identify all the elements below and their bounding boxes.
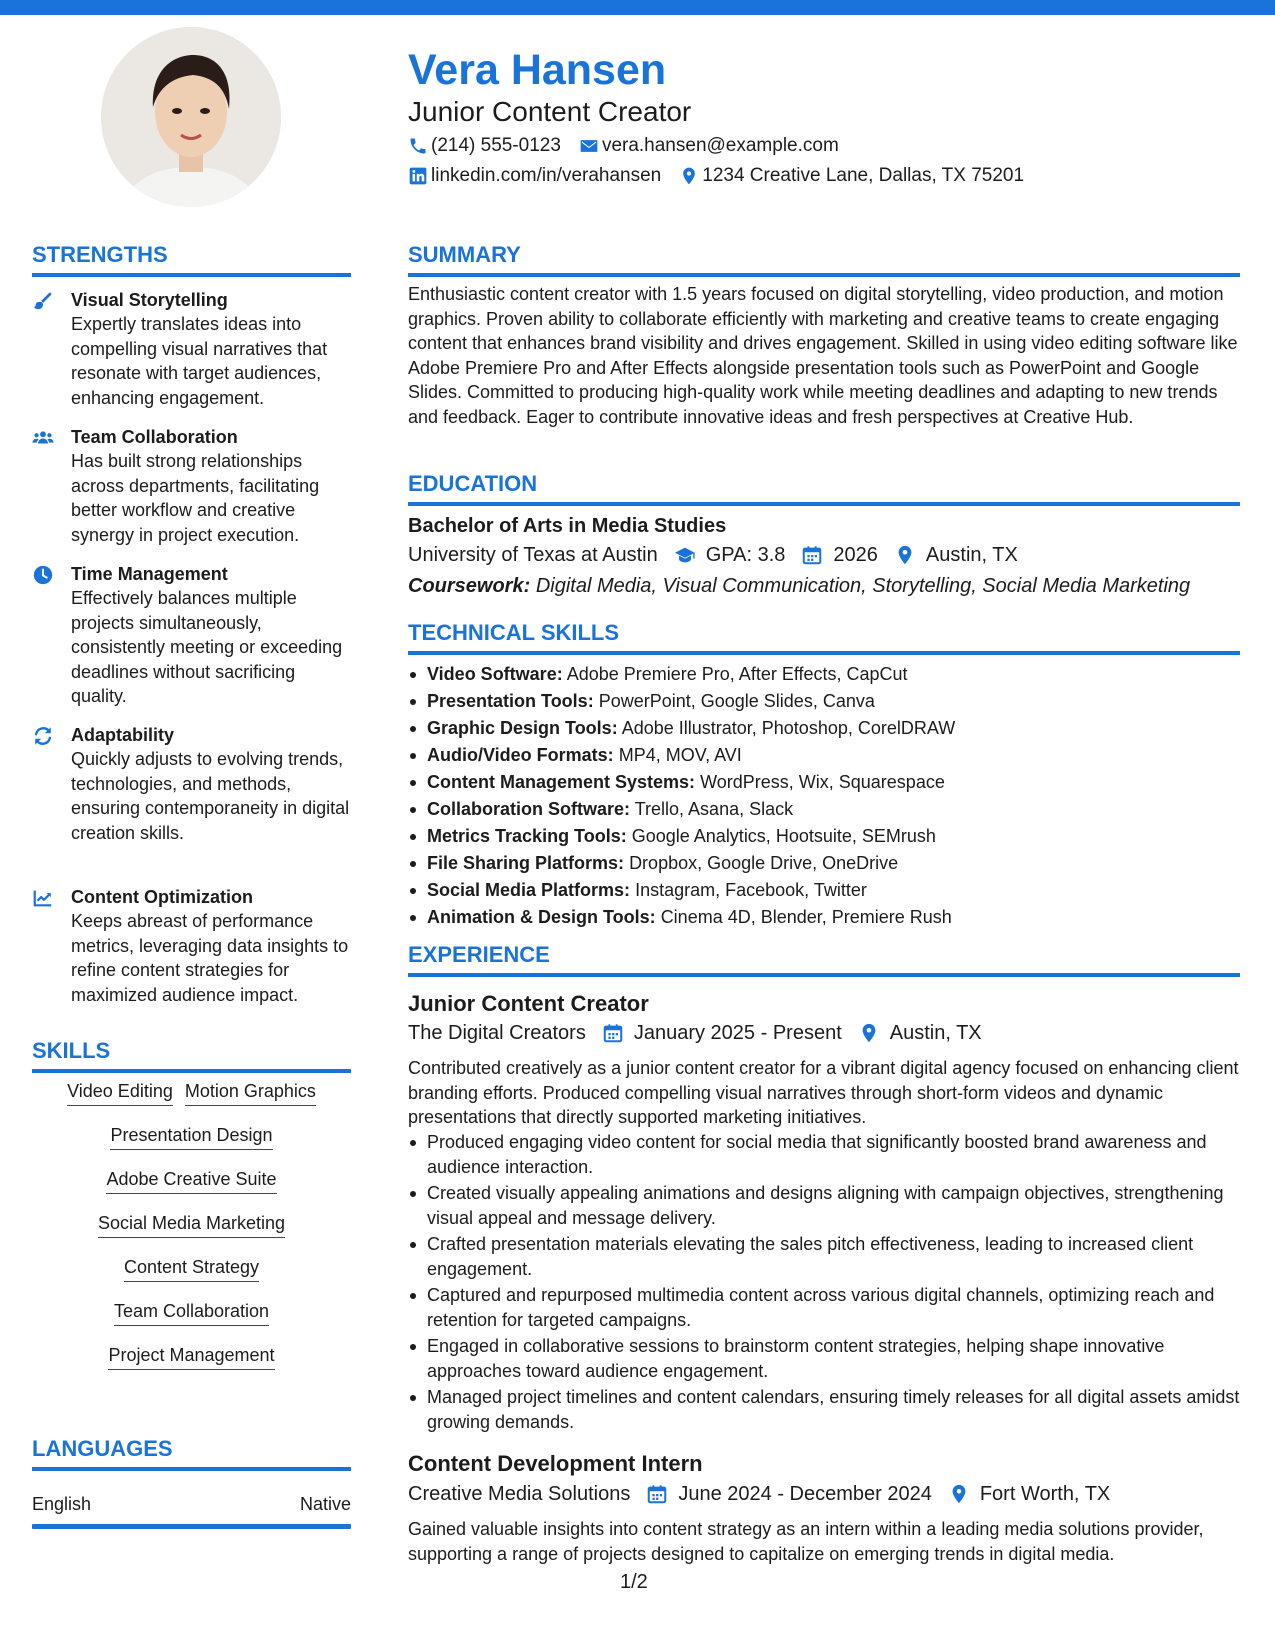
list-item: Created visually appealing animations and designs aligning with campaign objectives, strengthening visual appeal and message delivery.: [427, 1181, 1259, 1230]
map-pin-icon: [858, 1022, 880, 1044]
list-item: [427, 742, 1259, 769]
top-accent-bar: [0, 0, 1275, 15]
map-pin-icon: [894, 544, 916, 566]
coursework-text: Digital Media, Visual Communication, Storytelling, Social Media Marketing: [535, 575, 1191, 597]
phone-icon: [408, 136, 428, 156]
envelope-icon: [579, 136, 599, 156]
skills-heading: SKILLS: [32, 1037, 351, 1073]
candidate-name: Vera Hansen: [408, 46, 667, 94]
education-coursework: [408, 573, 1190, 599]
map-pin-icon: [679, 166, 699, 186]
experience-heading: EXPERIENCE: [408, 941, 1240, 977]
skill-values: Cinema 4D, Blender, Premiere Rush: [660, 907, 952, 927]
strength-title: Adaptability: [71, 725, 175, 745]
skill-tag: Video Editing: [67, 1080, 173, 1106]
list-item: Crafted presentation materials elevating the sales pitch effectiveness, leading to increased client engagement.: [427, 1232, 1259, 1281]
job-meta: [408, 1020, 998, 1046]
job-company: [408, 1481, 630, 1507]
skill-tag: Project Management: [108, 1344, 274, 1370]
job-dates: [602, 1020, 842, 1046]
skill-category: Content Management Systems:: [427, 772, 696, 792]
contact-row-1: [408, 134, 857, 158]
list-item: [427, 877, 1259, 904]
language-item: [32, 1492, 351, 1516]
contact-row-2: [408, 164, 1042, 188]
education-year: [801, 542, 878, 568]
education-meta: [408, 542, 1034, 568]
strength-title: Content Optimization: [71, 887, 253, 907]
strength-title: Time Management: [71, 564, 228, 584]
strength-title: Team Collaboration: [71, 427, 238, 447]
language-name: English: [32, 1494, 92, 1514]
summary-text: Enthusiastic content creator with 1.5 years focused on digital storytelling, video production, and motion graphics. Proven ability to collaborate efficiently with marketing and creative teams to create engaging content that enhances brand visibility and drives engagement. Skilled in using video editing software like Adobe Premiere Pro and After Effects alongside presentation tools such as PowerPoint and Google Slides. Committed to producing high-quality work while meeting deadlines and adapting to new trends and feedback. Eager to contribute innovative ideas and fresh perspectives at Creative Hub.: [408, 284, 1238, 427]
linkedin-icon: [408, 166, 428, 186]
skill-category: Presentation Tools:: [427, 691, 594, 711]
job-achievements: [408, 1130, 1259, 1436]
clock-icon: [32, 564, 54, 586]
job-dates: [646, 1481, 932, 1507]
chart-line-icon: [32, 887, 54, 909]
language-level: Native: [299, 1494, 351, 1514]
candidate-title: Junior Content Creator: [408, 96, 692, 127]
address-contact: [679, 164, 1024, 188]
strength-item: [32, 425, 352, 547]
languages-heading: LANGUAGES: [32, 1435, 351, 1471]
skill-tag: Social Media Marketing: [98, 1212, 285, 1238]
education-gpa: [674, 542, 786, 568]
skill-category: Collaboration Software:: [427, 799, 631, 819]
skill-category: Social Media Platforms:: [427, 880, 631, 900]
page-number: 1/2: [620, 1571, 648, 1593]
skill-values: Google Analytics, Hootsuite, SEMrush: [631, 826, 936, 846]
gpa-text: GPA: 3.8: [705, 544, 786, 566]
summary-heading: SUMMARY: [408, 241, 1240, 277]
skill-values: Adobe Illustrator, Photoshop, CorelDRAW: [621, 718, 956, 738]
skill-category: Video Software:: [427, 664, 563, 684]
calendar-icon: [602, 1022, 624, 1044]
dates-text: January 2025 - Present: [633, 1022, 842, 1044]
skill-values: MP4, MOV, AVI: [618, 745, 742, 765]
language-proficiency-bar: [32, 1524, 351, 1529]
profile-photo: [101, 27, 281, 207]
list-item: [427, 769, 1259, 796]
skill-tag: Presentation Design: [110, 1124, 272, 1150]
list-item: Captured and repurposed multimedia content across various digital channels, optimizing reach and retention for targeted campaigns.: [427, 1283, 1259, 1332]
education-location: [894, 542, 1018, 568]
coursework-label: Coursework:: [408, 575, 531, 597]
school-name: University of Texas at Austin: [408, 544, 658, 566]
skill-tag: Content Strategy: [124, 1256, 259, 1282]
users-icon: [32, 427, 54, 449]
job-description: Gained valuable insights into content strategy as an intern within a leading media solutions provider, supporting a range of projects designed to capitalize on emerging trends in digital media.: [408, 1519, 1204, 1564]
strength-description: Expertly translates ideas into compelling visual narratives that resonate with target audiences, enhancing engagement.: [71, 314, 328, 408]
list-item: [427, 904, 1259, 931]
skill-values: PowerPoint, Google Slides, Canva: [598, 691, 875, 711]
skill-category: Graphic Design Tools:: [427, 718, 618, 738]
skill-values: Dropbox, Google Drive, OneDrive: [629, 853, 899, 873]
email-text: vera.hansen@example.com: [601, 135, 839, 156]
map-pin-icon: [948, 1483, 970, 1505]
job-title: Junior Content Creator: [408, 991, 649, 1016]
skills-list: [32, 1080, 351, 1388]
location-text: Austin, TX: [925, 544, 1018, 566]
paintbrush-icon: [32, 290, 54, 312]
skill-values: Trello, Asana, Slack: [634, 799, 794, 819]
skill-values: WordPress, Wix, Squarespace: [700, 772, 945, 792]
job-location: [948, 1481, 1110, 1507]
strength-item: [32, 288, 352, 410]
strengths-heading: STRENGTHS: [32, 241, 351, 277]
calendar-icon: [646, 1483, 668, 1505]
list-item: [427, 688, 1259, 715]
skill-values: Adobe Premiere Pro, After Effects, CapCut: [566, 664, 908, 684]
list-item: [427, 823, 1259, 850]
refresh-icon: [32, 725, 54, 747]
strength-item: [32, 885, 352, 1007]
education-school: [408, 542, 658, 568]
list-item: Managed project timelines and content calendars, ensuring timely releases for all digital assets amidst growing demands.: [427, 1385, 1259, 1434]
strength-title: Visual Storytelling: [71, 290, 228, 310]
skill-tag: Motion Graphics: [185, 1080, 316, 1106]
strength-description: Effectively balances multiple projects simultaneously, consistently meeting or exceeding deadlines without sacrificing quality.: [71, 588, 343, 706]
linkedin-contact[interactable]: [408, 164, 661, 188]
skill-category: File Sharing Platforms:: [427, 853, 625, 873]
list-item: [427, 715, 1259, 742]
skill-category: Audio/Video Formats:: [427, 745, 614, 765]
dates-text: June 2024 - December 2024: [678, 1483, 932, 1505]
job-description: Contributed creatively as a junior content creator for a vibrant digital agency focused on enhancing client branding efforts. Produced compelling visual narratives through short-form videos and dynamic presentations that directly supported marketing initiatives.: [408, 1058, 1239, 1127]
list-item: [427, 850, 1259, 877]
education-degree: Bachelor of Arts in Media Studies: [408, 515, 727, 537]
strength-item: [32, 723, 352, 845]
email-contact[interactable]: [579, 134, 839, 158]
calendar-icon: [801, 544, 823, 566]
list-item: [427, 661, 1259, 688]
technical-skills-list: [408, 661, 1259, 931]
skill-values: Instagram, Facebook, Twitter: [635, 880, 867, 900]
list-item: [427, 796, 1259, 823]
technical-skills-heading: TECHNICAL SKILLS: [408, 619, 1240, 655]
strength-description: Has built strong relationships across departments, facilitating better workflow and creative synergy in project execution.: [71, 451, 320, 545]
skill-tag: Adobe Creative Suite: [106, 1168, 276, 1194]
graduation-cap-icon: [674, 544, 696, 566]
list-item: Engaged in collaborative sessions to brainstorm content strategies, helping shape innovative approaches toward audience engagement.: [427, 1334, 1259, 1383]
strength-description: Keeps abreast of performance metrics, leveraging data insights to refine content strategies for maximized audience impact.: [71, 911, 349, 1005]
skill-category: Animation & Design Tools:: [427, 907, 656, 927]
job-meta: [408, 1481, 1126, 1507]
linkedin-text: linkedin.com/in/verahansen: [431, 165, 662, 186]
list-item: Produced engaging video content for social media that significantly boosted brand awareness and audience interaction.: [427, 1130, 1259, 1179]
skill-tag: Team Collaboration: [114, 1300, 269, 1326]
address-text: 1234 Creative Lane, Dallas, TX 75201: [702, 165, 1025, 186]
job-company: [408, 1020, 586, 1046]
strength-description: Quickly adjusts to evolving trends, technologies, and methods, ensuring contemporaneity in digital creation skills.: [71, 749, 350, 843]
company-name: The Digital Creators: [408, 1022, 586, 1044]
company-name: Creative Media Solutions: [408, 1483, 631, 1505]
phone-contact[interactable]: [408, 134, 561, 158]
skill-category: Metrics Tracking Tools:: [427, 826, 627, 846]
education-heading: EDUCATION: [408, 470, 1240, 506]
year-text: 2026: [833, 544, 878, 566]
job-title: Content Development Intern: [408, 1451, 703, 1476]
phone-text: (214) 555-0123: [431, 135, 561, 156]
location-text: Austin, TX: [889, 1022, 982, 1044]
strength-item: [32, 562, 352, 709]
job-location: [858, 1020, 982, 1046]
location-text: Fort Worth, TX: [979, 1483, 1111, 1505]
